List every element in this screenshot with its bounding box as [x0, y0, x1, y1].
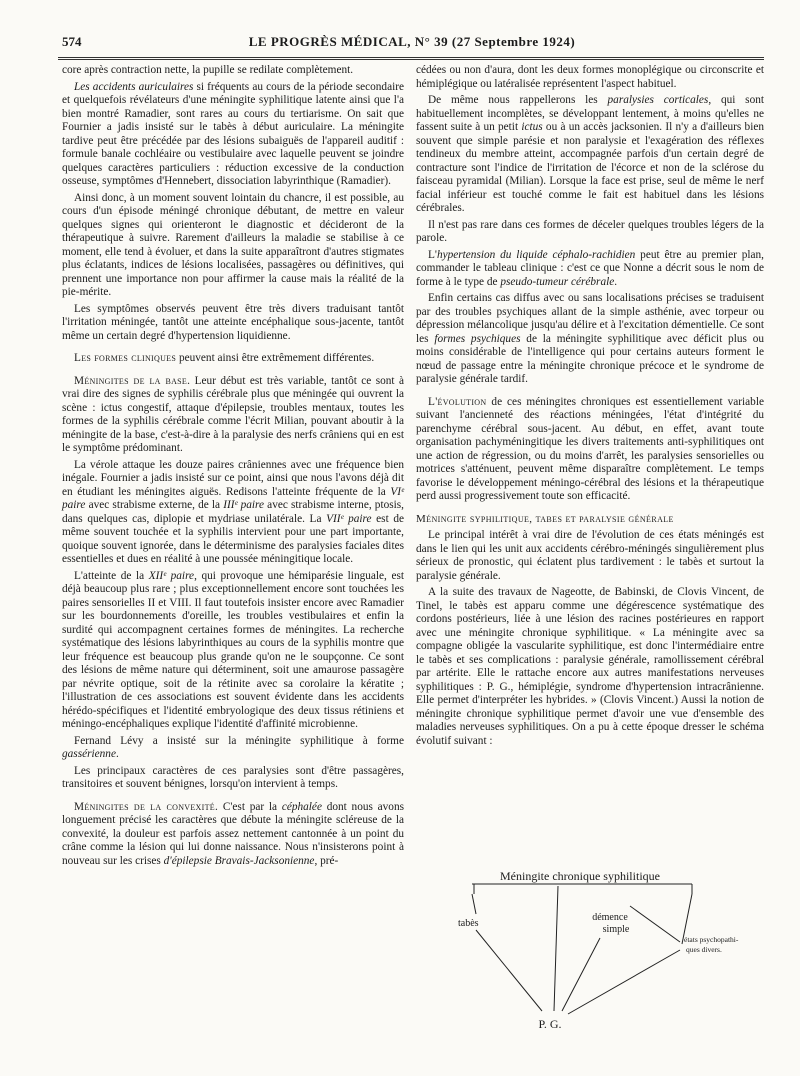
diagram-etats: états psychopathi-	[684, 935, 739, 944]
evolution-diagram	[430, 866, 750, 1041]
right-paragraph: De même nous rappellerons les paralysies corticales, qui sont habituellement incomplètes, se développant lentement, à moins qu'elles ne fassent suite à un petit ictus ou à un accès jacksonien. Il n'y a d'ailleurs bien souvent que simple parésie et non paralysie et l'exagération des réflexes tendineux du membre atteint, accompagnée parfois d'un certain degré de contracture sont l'indice de l'irritation de l'écorce et non de la sclérose du faisceau pyramidal (Milian). Lorsque la face est prise, seul de même le nerf facial inférieur est touché comme le fait est habituel dans les lésions cérébrales.	[416, 94, 765, 214]
diagram-arrow-tabes	[472, 894, 476, 914]
diagram-tabes: tabès	[458, 918, 479, 929]
diagram-arrow-demence-right	[630, 906, 680, 942]
page-number: 574	[62, 34, 82, 49]
right-paragraph: Il n'est pas rare dans ces formes de déceler quelques troubles légers de la parole.	[416, 218, 764, 244]
diagram-etats-cont: ques divers.	[686, 945, 722, 954]
left-paragraph: Méningites de la base. Leur début est très variable, tantôt ce sont à vrai dire des signes de syphilis cérébrale plus que méningée qui ouvrent la scène : ictus congestif, attaque d'épilepsie, troubles mentaux, toutes les formes de la syphilis cérébrale comme l'écrit Milian, pouvant aboutir à la méningite de la base, c'est-à-dire à la paralysie des nerfs crâniens qui en est le symptôme prédominant.	[62, 374, 404, 454]
diagram-arrow-demence	[562, 938, 600, 1011]
left-paragraph: Les principaux caractères de ces paralysies sont d'être passagères, transitoires et souvent bénignes, lorsqu'on intervient à temps.	[62, 764, 404, 790]
left-paragraph: Les accidents auriculaires si fréquents au cours de la période secondaire et quelquefois révélateurs d'une méningite syphilitique latente ainsi que l'a bien montré Ramadier, sont rares au cours du tertiarisme. On sait que Fournier a jadis insisté sur le tabès à début auriculaire. La méningite tardive peut être précédée par des lésions subaiguës de l'appareil auditif : formule banale cochléaire ou vestibulaire avec laquelle peuvent se joindre quelques caractères particuliers : réduction excessive de la conduction osseuse, symptômes d'Hennebert, dissociation labyrinthique (Ramadier).	[62, 80, 405, 187]
right-paragraph: L'évolution de ces méningites chroniques est essentiellement variable suivant l'ancienneté des réactions méningées, l'état d'intégrité du parenchyme cérébral sous-jacent. Au début, en effet, avant toute organisation pachyméningitique les divers traitements anti-syphilitiques ont une action de régression, ou du moins d'arrêt, les paralysies sensorielles ou motrices s'atténuent, peuvent même disparaître complètement. Le temps favorise le développement méningo-cérébral des lésions et la thérapeutique perd aussi progressivement toute son efficacité.	[416, 395, 764, 502]
right-paragraph: A la suite des travaux de Nageotte, de Babinski, de Clovis Vincent, de Tinel, le tabès est apparu comme une dégérescence systématique des cordons postérieurs, liée à une lésion des racines postérieures en rapport avec une méningite chronique syphilitique. « La méningite avec sa compagne obligée la vascularite syphilitique, est donc l'intermédiaire entre le tabès et ses complications : paralysie générale, ramollissement cérébral par artérite. Elle le rattache encore aux autres manifestations nerveuses syphilitiques : P. G., hémiplégie, syndrome d'hypertension intracrânienne. Elle permet d'interpréter les hybrides. » (Clovis Vincent.) Aussi la notion de méningite chronique syphilitique permet d'avoir une vue d'ensemble des maladies nerveuses syphilitiques. On a pu à cette époque dresser le schéma évolutif suivant :	[416, 586, 764, 747]
left-paragraph: Les symptômes observés peuvent être très divers traduisant tantôt l'irritation méningée, tantôt une atteinte encéphalique sous-jacente, tantôt même un certain degré d'hypertension liquidienne.	[62, 302, 404, 342]
right-paragraph: L'hypertension du liquide céphalo-rachidien peut être au premier plan, commander le tableau clinique : c'est ce que Nonne a décrit sous le nom de forme à le type de pseudo-tumeur cérébrale.	[416, 248, 764, 288]
right-paragraph: cédées ou non d'aura, dont les deux formes monoplégique ou circonscrite et hémiplégique ou latéralisée représentent l'aspect habituel.	[416, 64, 764, 90]
page-header	[62, 34, 762, 52]
diagram-title: Méningite chronique syphilitique	[500, 869, 660, 883]
diagram-demence: démence	[592, 912, 628, 923]
diagram-pg: P. G.	[538, 1017, 562, 1031]
right-paragraph: Le principal intérêt à vrai dire de l'évolution de ces états méningés est dans le lien qui les unit aux accidents cérébro-méningés singulièrement plus sérieux de pronostic, qui éclatent plus tardivement : le tabès et surtout la paralysie générale.	[416, 529, 764, 582]
right-column	[416, 64, 764, 751]
journal-title: LE PROGRÈS MÉDICAL, N° 39 (27 Septembre 1924)	[248, 34, 576, 49]
diagram-demence-simple: simple	[602, 924, 630, 935]
diagram-arrow-center	[554, 886, 558, 1011]
diagram-arrow-etats-pg	[568, 950, 680, 1014]
left-paragraph: Fernand Lévy a insisté sur la méningite syphilitique à forme gassérienne.	[62, 734, 404, 760]
diagram-arrow-tabes-pg	[476, 930, 542, 1011]
left-paragraph: L'atteinte de la XIIᵉ paire, qui provoque une hémiparésie linguale, est déjà beaucoup plus rare ; plus exceptionnellement encore sont touchées les paires sensorielles II et VIII. Il faut toutefois insister encore avec Ramadier sur les bourdonnements d'oreille, les troubles vestibulaires et enfin la surdité qui accompagnent certaines formes de méningites. La recherche systématique des lésions labyrinthiques au cours de la syphilis montre que leur fréquence est beaucoup plus grande qu'on ne le soupçonne. Ce sont des lésions de même nature qui déterminent, soit une amaurose passagère par névrite optique, soit de la rétinite avec sa corolaire la kératite ; l'illustration de ces associations est souvent évidente dans les accidents hérédo-spécifiques et l'identité embryologique des deux tissus rétiniens et méningo-encéphaliques explique l'identité d'affinité microbienne.	[62, 569, 404, 730]
left-paragraph: Les formes cliniques peuvent ainsi être extrêmement différentes.	[74, 352, 375, 364]
left-paragraph: Ainsi donc, à un moment souvent lointain du chancre, il est possible, au cours d'un épisode méningé chronique débutant, de mettre en valeur quelques signes qui orienteront le diagnostic et décideront de la thérapeutique à suivre. Rarement d'ailleurs la maladie se stabilise à ce moment, elle tend à évoluer, et dans la suite apparaîtront d'autres stigmates plus éclatants, indices de lésions localisées, passagères ou définitives, qui prennent une importance non pour affirmer la cause mais la réalité de la pie-mérite.	[62, 191, 404, 298]
left-paragraph: core après contraction nette, la pupille se redilate complètement.	[62, 64, 354, 76]
right-paragraph: Enfin certains cas diffus avec ou sans localisations précises se traduisent par des troubles psychiques allant de la simple asthénie, avec torpeur ou dépression mélancolique jusqu'au délire et à l'excitation démentielle. Ce sont les formes psychiques de la méningite syphilitique avec déficit plus ou moins considérable de l'intelligence qui pour certains auteurs forment le nœud de passage entre la méningite chronique précoce et le syndrome de paralysie générale tardif.	[416, 292, 764, 385]
header-rule	[58, 57, 764, 60]
left-column	[62, 64, 404, 871]
left-paragraph: La vérole attaque les douze paires crâniennes avec une fréquence bien inégale. Fournier a jadis insisté sur ce point, ainsi que nous l'avons déjà dit en étudiant les méningites aiguës. Redisons l'atteinte fréquente de la VIᵉ paire avec strabisme externe, de la IIIᵉ paire avec strabisme interne, ptosis, dans quelques cas, diplopie et mydriase unilatérale. La VIIᵉ paire est de même souvent touchée et la syphilis intervient pour une part importante, quoique souvent ignorée, dans le déterminisme des paralysies faciales dites essentielles et dues en réalité à une poussée méningitique locale.	[62, 458, 404, 565]
left-paragraph: Méningites de la convexité. C'est par la céphalée dont nous avons longuement précisé les caractères que débute la méningite scléreuse de la convexité, la douleur est parfois assez nettement cantonnée à un point du crâne comme la lésion qui lui donne naissance. Nous n'insisterons point à nouveau sur les crises d'épilepsie Bravais-Jacksonienne, pré-	[62, 800, 404, 867]
section-heading: Méningite syphilitique, tabes et paralysie générale	[416, 512, 674, 525]
